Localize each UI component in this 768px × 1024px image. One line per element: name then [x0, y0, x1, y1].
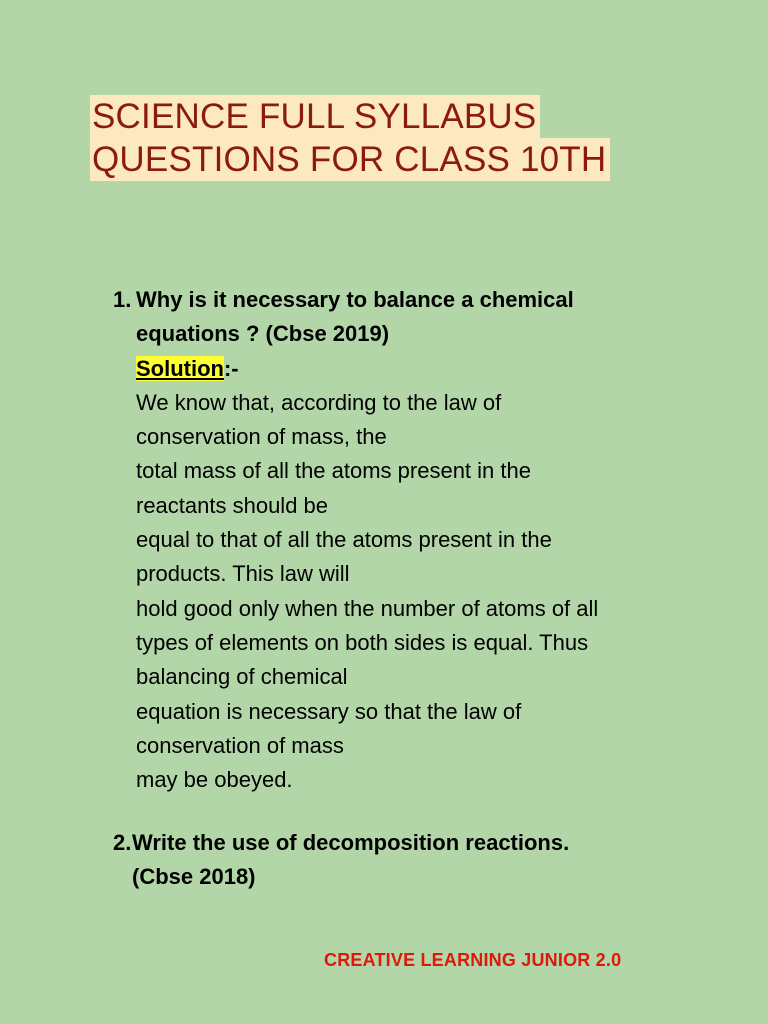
answer-line: equal to that of all the atoms present in the	[136, 527, 552, 553]
page-title	[90, 95, 610, 181]
answer-line: equation is necessary so that the law of	[136, 698, 522, 724]
answer-line: hold good only when the number of atoms of all	[136, 595, 599, 621]
question-2	[113, 826, 733, 895]
question-line: Why is it necessary to balance a chemical	[136, 287, 574, 312]
question-line: equations ? (Cbse 2019)	[136, 321, 390, 347]
answer-line: conservation of mass	[136, 732, 344, 758]
solution-label: Solution	[136, 355, 224, 381]
answer-line: may be obeyed.	[136, 767, 293, 793]
title-line-2: QUESTIONS FOR CLASS 10TH	[90, 138, 610, 181]
answer-line: balancing of chemical	[136, 664, 348, 690]
question-number: 1.	[113, 287, 132, 312]
question-line: (Cbse 2018)	[132, 864, 256, 890]
answer-line: types of elements on both sides is equal. Thus	[136, 629, 589, 655]
footer-brand: CREATIVE LEARNING JUNIOR 2.0	[324, 950, 622, 970]
question-1	[113, 283, 733, 797]
solution-suffix: :-	[223, 355, 239, 381]
question-line: Write the use of decomposition reactions.	[132, 830, 570, 855]
answer-line: total mass of all the atoms present in the	[136, 458, 531, 484]
question-number: 2.	[113, 830, 132, 855]
solution-heading	[136, 352, 733, 386]
answer-line: conservation of mass, the	[136, 424, 387, 450]
answer-line: products. This law will	[136, 561, 350, 587]
answer-line: reactants should be	[136, 492, 329, 518]
answer-line: We know that, according to the law of	[136, 389, 502, 415]
title-line-1: SCIENCE FULL SYLLABUS	[90, 95, 540, 138]
